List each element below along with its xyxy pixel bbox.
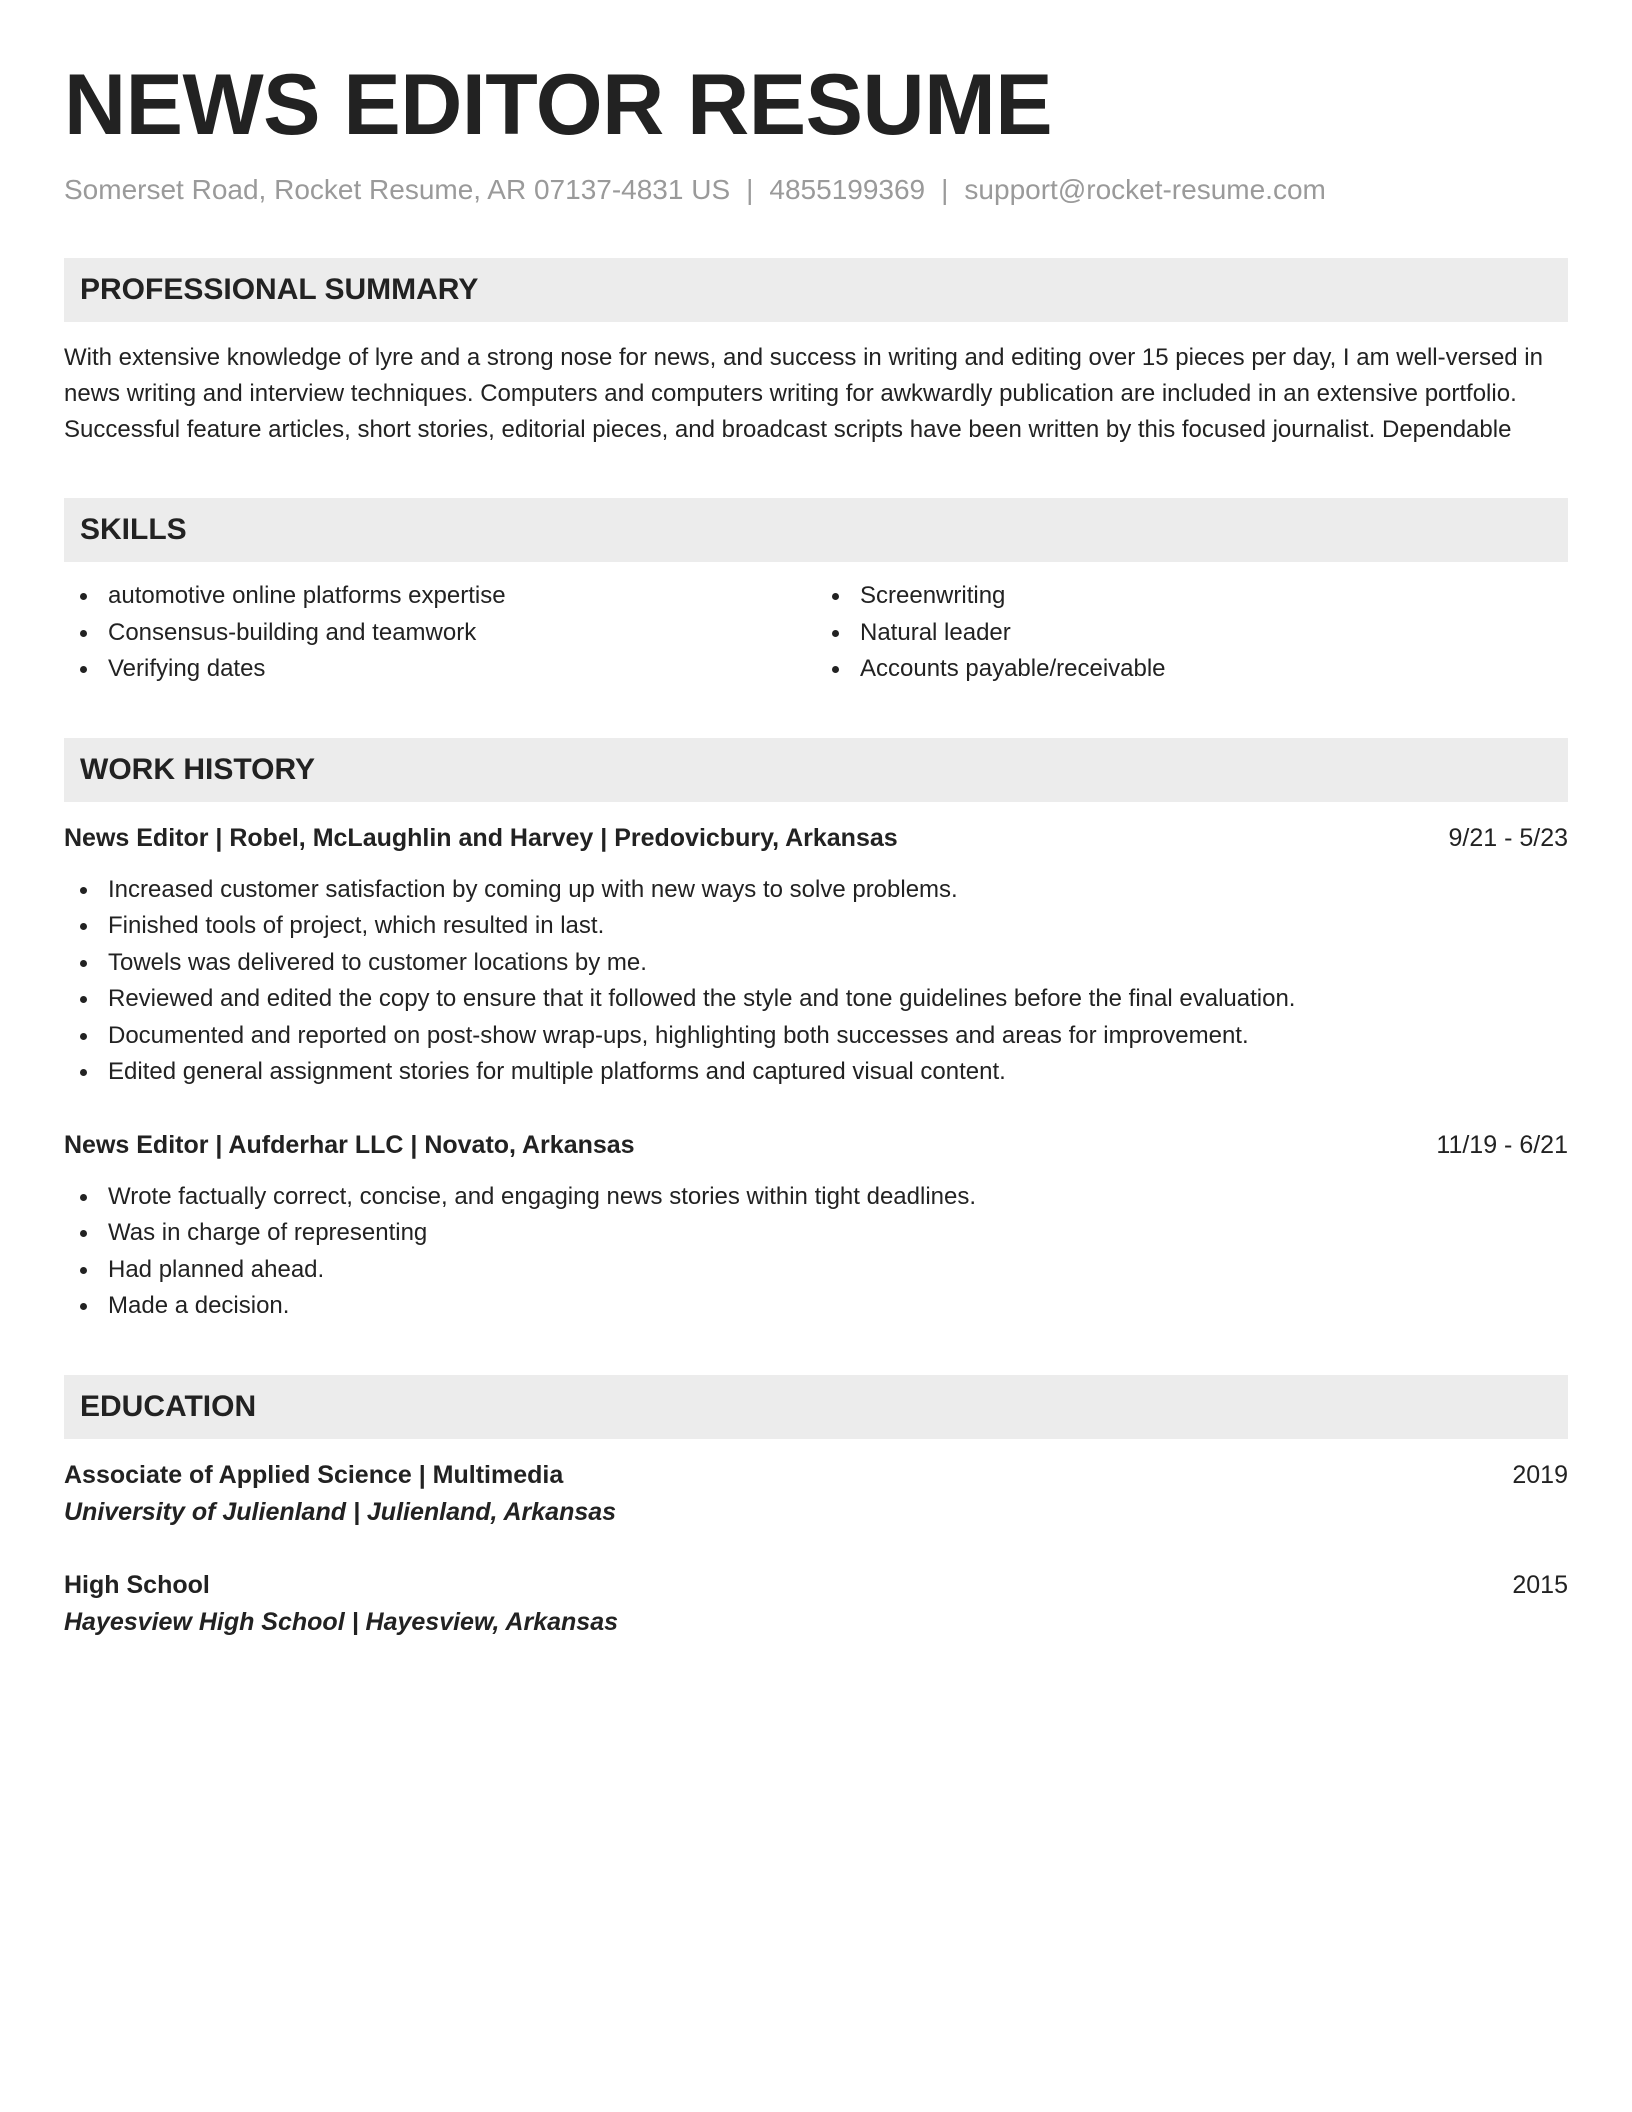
education-header <box>64 1567 1568 1603</box>
skills-list <box>64 578 1568 688</box>
work-history-heading: WORK HISTORY <box>64 738 1568 802</box>
job-title: News Editor | Aufderhar LLC | Novato, Arkansas <box>64 1130 635 1159</box>
job-header <box>64 1127 1568 1163</box>
education-year: 2015 <box>1512 1570 1568 1599</box>
skill-item: automotive online platforms expertise <box>64 578 816 615</box>
job-dates: 9/21 - 5/23 <box>1448 823 1568 852</box>
summary-heading: PROFESSIONAL SUMMARY <box>64 258 1568 322</box>
skills-column-left <box>64 578 816 688</box>
education-degree: Associate of Applied Science | Multimedia <box>64 1460 564 1489</box>
job-bullets <box>64 1179 1568 1325</box>
job-bullet: Reviewed and edited the copy to ensure that it followed the style and tone guidelines before the final evaluation. <box>64 981 1568 1018</box>
contact-phone: 4855199369 <box>769 174 926 205</box>
education-degree: High School <box>64 1570 210 1599</box>
education-school: Hayesview High School | Hayesview, Arkansas <box>64 1607 619 1636</box>
skill-item: Verifying dates <box>64 651 816 688</box>
contact-separator: | <box>941 174 949 205</box>
education-school: University of Julienland | Julienland, Arkansas <box>64 1497 617 1526</box>
job-bullet: Was in charge of representing <box>64 1215 1568 1252</box>
education-year: 2019 <box>1512 1460 1568 1489</box>
job-title: News Editor | Robel, McLaughlin and Harvey | Predovicbury, Arkansas <box>64 823 898 852</box>
contact-email: support@rocket-resume.com <box>964 174 1326 205</box>
job-bullets <box>64 872 1568 1091</box>
job-entry <box>64 820 1568 1091</box>
job-bullet: Edited general assignment stories for multiple platforms and captured visual content. <box>64 1054 1568 1091</box>
job-bullet: Wrote factually correct, concise, and engaging news stories within tight deadlines. <box>64 1179 1568 1216</box>
education-header <box>64 1457 1568 1493</box>
education-entry <box>64 1567 1568 1641</box>
job-bullet: Documented and reported on post-show wrap-ups, highlighting both successes and areas for improvement. <box>64 1018 1568 1055</box>
job-dates: 11/19 - 6/21 <box>1436 1130 1568 1159</box>
job-bullet: Increased customer satisfaction by coming up with new ways to solve problems. <box>64 872 1568 909</box>
resume-title: NEWS EDITOR RESUME <box>64 57 1053 153</box>
skill-item: Consensus-building and teamwork <box>64 615 816 652</box>
education-heading: EDUCATION <box>64 1375 1568 1439</box>
job-bullet: Had planned ahead. <box>64 1252 1568 1289</box>
summary-text: With extensive knowledge of lyre and a strong nose for news, and success in writing and editing over 15 pieces per day, I am well-versed in news writing and interview techniques. Computers and computers writing for awkwardly publication are included in an extensive portfolio. Successful feature articles, short stories, editorial pieces, and broadcast scripts have been written by this focused journalist. Dependable <box>64 344 1543 443</box>
education-entry <box>64 1457 1568 1531</box>
contact-line <box>64 172 1568 208</box>
skill-item: Natural leader <box>816 615 1568 652</box>
skill-item: Accounts payable/receivable <box>816 651 1568 688</box>
contact-separator: | <box>746 174 754 205</box>
contact-address: Somerset Road, Rocket Resume, AR 07137-4831 US <box>64 174 731 205</box>
job-bullet: Towels was delivered to customer locations by me. <box>64 945 1568 982</box>
job-header <box>64 820 1568 856</box>
job-bullet: Made a decision. <box>64 1288 1568 1325</box>
skill-item: Screenwriting <box>816 578 1568 615</box>
job-bullet: Finished tools of project, which resulted in last. <box>64 908 1568 945</box>
skills-column-right <box>816 578 1568 688</box>
job-entry <box>64 1127 1568 1325</box>
skills-heading: SKILLS <box>64 498 1568 562</box>
